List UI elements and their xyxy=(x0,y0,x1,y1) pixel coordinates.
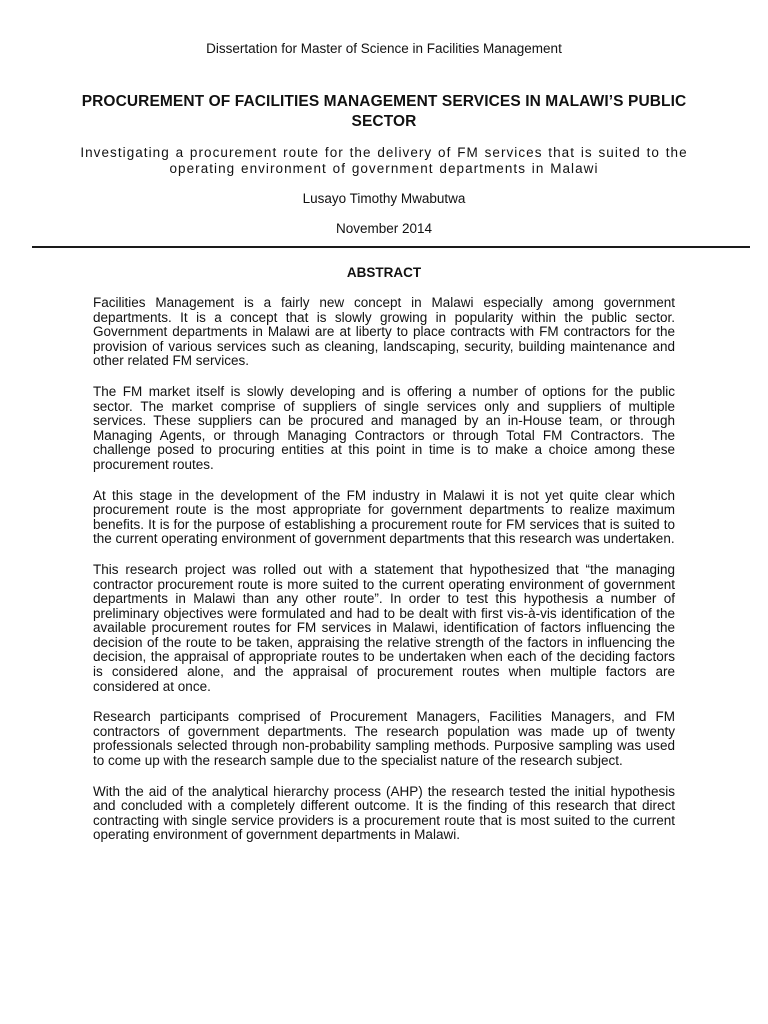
abstract-paragraph-5: Research participants comprised of Procurement Managers, Facilities Managers, and FM contractors of government departments. The research population was made up of twenty professionals selected through non-probability sampling methods. Purposive sampling was used to come up with the research sample due to the specialist nature of the research subject. xyxy=(93,709,675,769)
publication-date: November 2014 xyxy=(335,221,433,236)
abstract-paragraph-4: This research project was rolled out with a statement that hypothesized that “the managing contractor procurement route is more suited to the current operating environment of government departments in Malawi than any other route”. In order to test this hypothesis a number of preliminary objectives were formulated and had to be dealt with first vis-à-vis identification of the available procurement routes for FM services in Malawi, identification of factors influencing the decision of the route to be taken, appraising the relative strength of the factors in influencing the decision, the appraisal of appropriate routes to be undertaken when each of the deciding factors is considered alone, and the appraisal of procurement routes when multiple factors are considered at once. xyxy=(93,561,675,694)
abstract-paragraph-2: The FM market itself is slowly developing and is offering a number of options for the public sector. The market comprise of suppliers of single services only and suppliers of multiple services. These suppliers can be procured and managed by an in-House team, or through Managing Agents, or through Managing Contractors or through Total FM Contractors. The challenge posed to procuring entities at this point in time is to make a choice among these procurement routes. xyxy=(93,383,675,472)
abstract-paragraph-1: Facilities Management is a fairly new concept in Malawi especially among government departments. It is a concept that is slowly growing in popularity within the public sector. Government departments in Malawi are at liberty to place contracts with FM contractors for the provision of various services such as cleaning, landscaping, security, building maintenance and other related FM services. xyxy=(93,295,675,369)
document-title: PROCUREMENT OF FACILITIES MANAGEMENT SERVICES IN MALAWI’S PUBLIC SECTOR xyxy=(81,93,687,130)
abstract-body xyxy=(93,296,675,859)
abstract-paragraph-6: With the aid of the analytical hierarchy process (AHP) the research tested the initial hypothesis and concluded with a completely different outcome. It is the finding of this research that direct contracting with single service providers is a procurement route that is most suited to the current operating environment of government departments in Malawi. xyxy=(93,783,675,843)
horizontal-divider xyxy=(32,246,750,248)
document-subtitle: Investigating a procurement route for the delivery of FM services that is suited to the operating environment of government departments in Malawi xyxy=(80,145,688,176)
author-name: Lusayo Timothy Mwabutwa xyxy=(302,191,466,206)
abstract-heading: ABSTRACT xyxy=(346,265,422,280)
abstract-paragraph-3: At this stage in the development of the FM industry in Malawi it is not yet quite clear which procurement route is the most appropriate for government departments to realize maximum benefits. It is for the purpose of establishing a procurement route for FM services that is suited to the current operating environment of government departments that this research was undertaken. xyxy=(93,487,675,547)
dissertation-header: Dissertation for Master of Science in Facilities Management xyxy=(206,41,562,56)
